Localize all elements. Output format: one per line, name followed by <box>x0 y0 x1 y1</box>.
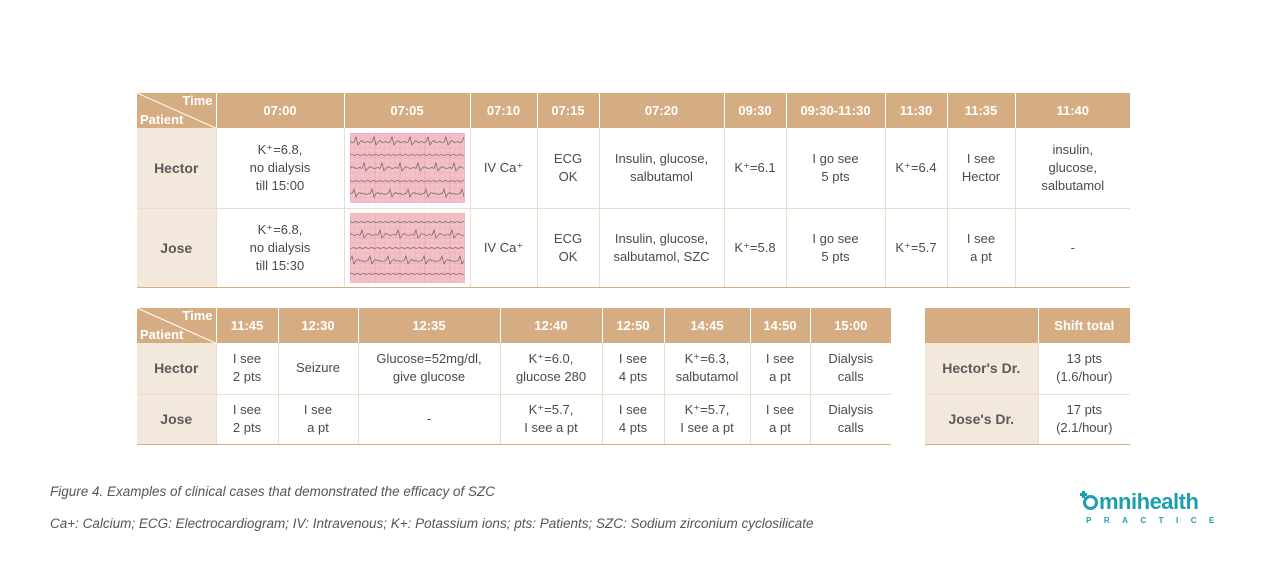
timeline-table-afternoon <box>137 308 891 445</box>
table-cell: I go see 5 pts <box>786 208 885 287</box>
table-cell: K⁺=6.0, glucose 280 <box>500 343 602 394</box>
corner-patient-label: Patient <box>140 112 184 127</box>
ecg-strip-image <box>350 213 465 283</box>
ecg-strip-image <box>350 133 465 203</box>
figure-caption: Figure 4. Examples of clinical cases that demonstrated the efficacy of SZC <box>50 484 495 499</box>
table-cell: ECG OK <box>537 208 599 287</box>
table-cell: I see a pt <box>947 208 1015 287</box>
table-row <box>137 128 1130 208</box>
corner-header <box>137 93 216 128</box>
time-header: 11:45 <box>216 308 278 343</box>
abbreviations-note: Ca+: Calcium; ECG: Electrocardiogram; IV: Intravenous; K+: Potassium ions; pts: Patients; SZC: Sodium zirconium cyclosilicate <box>50 516 814 531</box>
patient-label: Jose <box>137 208 216 287</box>
table-cell: 13 pts (1.6/hour) <box>1038 343 1130 394</box>
table-cell: K⁺=6.8, no dialysis till 15:30 <box>216 208 344 287</box>
table-cell: K⁺=5.7 <box>885 208 947 287</box>
time-header: 11:30 <box>885 93 947 128</box>
corner-header <box>137 308 216 343</box>
ecg-cell <box>344 208 470 287</box>
time-header: 14:50 <box>750 308 810 343</box>
table-cell: K⁺=5.8 <box>724 208 786 287</box>
time-header: 09:30-11:30 <box>786 93 885 128</box>
time-header: 12:35 <box>358 308 500 343</box>
logo-word-light: mni <box>1099 489 1137 514</box>
time-header: 12:30 <box>278 308 358 343</box>
time-header: 12:40 <box>500 308 602 343</box>
table-cell: K⁺=6.3, salbutamol <box>664 343 750 394</box>
ecg-cell <box>344 128 470 208</box>
patient-label: Hector <box>137 128 216 208</box>
table-cell: I see a pt <box>278 394 358 444</box>
table-cell: IV Ca⁺ <box>470 208 537 287</box>
table-cell: IV Ca⁺ <box>470 128 537 208</box>
patient-label: Jose <box>137 394 216 444</box>
corner-time-label: Time <box>182 93 213 108</box>
table-row <box>137 394 891 444</box>
time-header: 12:50 <box>602 308 664 343</box>
table-row <box>925 394 1130 444</box>
table-cell: insulin, glucose, salbutamol <box>1015 128 1130 208</box>
table-cell: K⁺=6.1 <box>724 128 786 208</box>
table-cell: I see 4 pts <box>602 343 664 394</box>
shift-total-table <box>925 308 1130 445</box>
shift-total-header: Shift total <box>1038 308 1130 343</box>
table-cell: - <box>358 394 500 444</box>
table-cell: Insulin, glucose, salbutamol <box>599 128 724 208</box>
time-header: 07:15 <box>537 93 599 128</box>
time-header: 07:00 <box>216 93 344 128</box>
time-header: 11:40 <box>1015 93 1130 128</box>
table-cell: ECG OK <box>537 128 599 208</box>
table-cell: K⁺=5.7, I see a pt <box>664 394 750 444</box>
logo-word-strong: health <box>1136 489 1199 514</box>
time-header: 11:35 <box>947 93 1015 128</box>
patient-label: Hector <box>137 343 216 394</box>
table-cell: I see 4 pts <box>602 394 664 444</box>
table-cell: Dialysis calls <box>810 343 891 394</box>
logo-cross-o-icon <box>1083 495 1098 510</box>
table-cell: I see 2 pts <box>216 343 278 394</box>
table-cell: Insulin, glucose, salbutamol, SZC <box>599 208 724 287</box>
time-header: 07:10 <box>470 93 537 128</box>
logo-subtitle: PRACTICE <box>1086 516 1227 525</box>
table-cell: I see a pt <box>750 394 810 444</box>
table-cell: K⁺=6.8, no dialysis till 15:00 <box>216 128 344 208</box>
time-header: 07:05 <box>344 93 470 128</box>
time-header: 14:45 <box>664 308 750 343</box>
time-header: 15:00 <box>810 308 891 343</box>
omnihealth-logo <box>1083 489 1227 526</box>
table-cell: I go see 5 pts <box>786 128 885 208</box>
table-row <box>137 343 891 394</box>
table-cell: I see 2 pts <box>216 394 278 444</box>
time-header: 09:30 <box>724 93 786 128</box>
doctor-label: Jose's Dr. <box>925 394 1038 444</box>
table-cell: Seizure <box>278 343 358 394</box>
table-cell: I see a pt <box>750 343 810 394</box>
table-cell: I see Hector <box>947 128 1015 208</box>
table-row <box>925 343 1130 394</box>
corner-time-label: Time <box>182 308 213 323</box>
table-cell: K⁺=5.7, I see a pt <box>500 394 602 444</box>
timeline-table-morning <box>137 93 1130 288</box>
table-cell: 17 pts (2.1/hour) <box>1038 394 1130 444</box>
table-cell: Dialysis calls <box>810 394 891 444</box>
table-cell: - <box>1015 208 1130 287</box>
doctor-label: Hector's Dr. <box>925 343 1038 394</box>
time-header: 07:20 <box>599 93 724 128</box>
table-cell: Glucose=52mg/dl, give glucose <box>358 343 500 394</box>
corner-patient-label: Patient <box>140 327 184 342</box>
table-cell: K⁺=6.4 <box>885 128 947 208</box>
table-row <box>137 208 1130 287</box>
empty-header <box>925 308 1038 343</box>
